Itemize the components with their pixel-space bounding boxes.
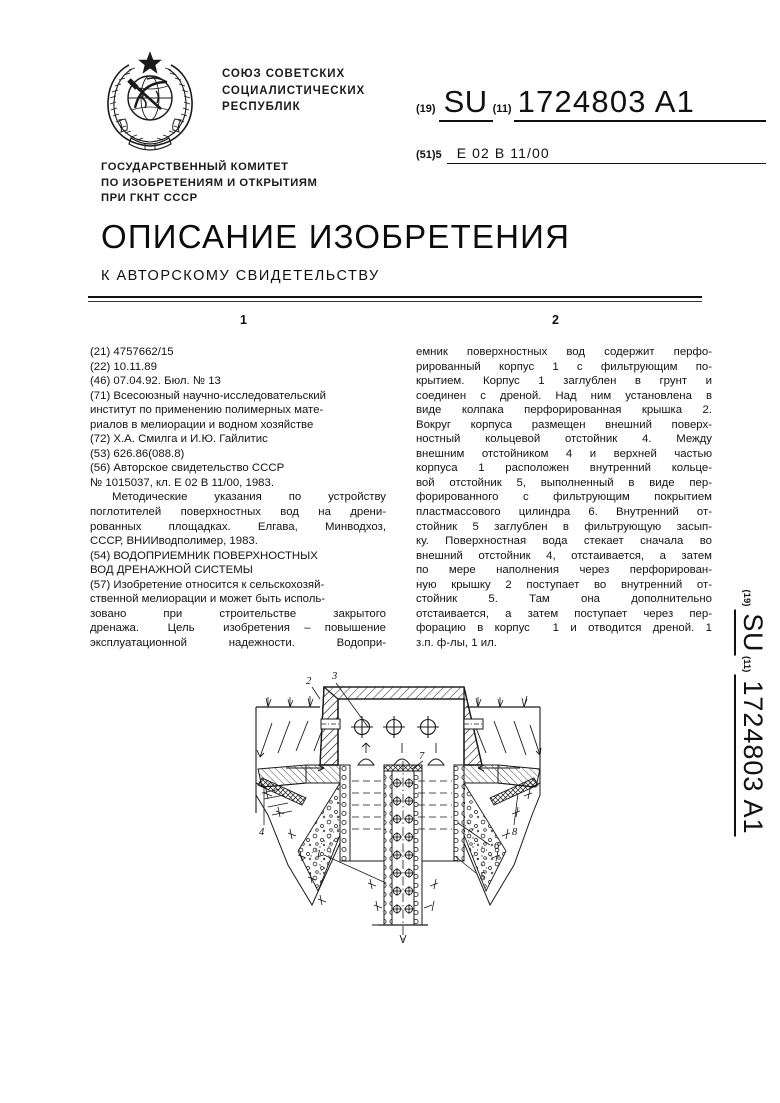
reference-methodical-line-1: Методические указания по устройству — [112, 491, 386, 504]
side-inid-code-11: (11) — [741, 655, 752, 673]
field-72-inventors: (72) Х.А. Смилга и И.Ю. Гайлитис — [90, 433, 268, 446]
abstract-line: Вокруг корпуса размещен внешний поверх- — [416, 418, 712, 431]
figure-callout-7: 7 — [419, 751, 425, 762]
field-57-abstract-line-1: (57) Изобретение относится к сельскохозяй- — [90, 578, 325, 591]
abstract-line: ку. Поверхностная вода стекает сначала во — [416, 535, 712, 548]
abstract-line: ностный кольцевой отстойник 4. Между — [416, 433, 712, 446]
patent-identifier-row — [416, 85, 766, 125]
reference-methodical-line-2: поглотителей поверхностных вод на дрени- — [90, 506, 386, 519]
field-56-references-line-1: (56) Авторское свидетельство СССР — [90, 462, 285, 475]
abstract-line: з.п. ф-лы, 1 ил. — [416, 636, 497, 649]
figure-callout-6: 6 — [494, 841, 500, 852]
field-53-udc: (53) 626.86(088.8) — [90, 447, 185, 460]
inid-code-11: (11) — [492, 103, 512, 115]
divider-top-thick — [88, 296, 702, 298]
inid-code-19: (19) — [416, 103, 436, 115]
abstract-column-right — [416, 345, 712, 650]
field-21-application-number: (21) 4757662/15 — [90, 346, 174, 358]
committee-name-block — [101, 160, 317, 207]
field-22-filing-date: (22) 10.11.89 — [90, 360, 157, 373]
field-57-abstract-line-5: эксплуатационной надежности. Водопри- — [90, 636, 386, 649]
inid-code-51: (51)5 — [416, 149, 442, 161]
field-57-abstract-line-3: зовано при строительстве закрытого — [90, 607, 386, 620]
soviet-coat-of-arms-emblem — [101, 46, 199, 154]
abstract-line: внешний отстойник 4, отстаивается, а затем — [416, 549, 712, 562]
committee-line-1: ГОСУДАРСТВЕННЫЙ КОМИТЕТ — [101, 161, 289, 173]
abstract-line: форированного с фильтрующим покрытием — [416, 491, 712, 504]
page-subtitle: К АВТОРСКОМУ СВИДЕТЕЛЬСТВУ — [101, 268, 380, 284]
country-line-1: СОЮЗ СОВЕТСКИХ — [222, 68, 346, 80]
side-inid-code-19: (19) — [741, 589, 752, 607]
abstract-line: форацию в корпус 1 и отводится дреной. 1 — [416, 622, 712, 635]
field-71-applicant-line-1: (71) Всесоюзный научно-исследовательский — [90, 389, 327, 402]
abstract-line: отстаивается, а затем поступает через пер- — [416, 607, 712, 620]
technical-drawing-figure — [228, 665, 558, 965]
document-header — [0, 0, 780, 300]
field-57-abstract-line-4: дренажа. Цель изобретения – повышение — [90, 622, 386, 635]
field-57-abstract-line-2: ственной мелиорации и может быть исполь- — [90, 593, 326, 606]
field-54-title-line-1: (54) ВОДОПРИЕМНИК ПОВЕРХНОСТНЫХ — [90, 549, 318, 562]
country-line-2: СОЦИАЛИСТИЧЕСКИХ — [222, 84, 366, 97]
field-71-applicant-line-3: риалов в мелиорации и водном хозяйстве — [90, 418, 314, 431]
committee-line-3: ПРИ ГКНТ СССР — [101, 192, 198, 204]
abstract-line: корпуса 1 расположен внутренний кольце- — [416, 462, 712, 475]
abstract-line: ную крышку 2 поступает во внутренний от- — [416, 578, 712, 591]
figure-callout-3: 3 — [332, 671, 338, 682]
figure-callout-8: 8 — [512, 827, 518, 838]
bibliographic-column-left — [90, 345, 386, 650]
reference-methodical-line-4: СССР, ВНИИводполимер, 1983. — [90, 535, 258, 548]
ipc-class-value: E 02 B 11/00 — [447, 145, 766, 164]
committee-line-2: ПО ИЗОБРЕТЕНИЯМ И ОТКРЫТИЯМ — [101, 176, 318, 189]
figure-callout-2: 2 — [306, 676, 312, 687]
ipc-classification-row — [416, 145, 766, 164]
column-number-left: 1 — [240, 313, 247, 327]
abstract-line: стойник 5 заглублен в фильтрующую засып- — [416, 520, 712, 533]
figure-callout-1: 1 — [316, 849, 322, 860]
country-code-su: SU — [439, 85, 493, 122]
field-46-publication-date: (46) 07.04.92. Бюл. № 13 — [90, 375, 221, 388]
abstract-line: рированный корпус 1 с фильтрующим по- — [416, 360, 712, 373]
abstract-line: соединен с дреной. Над ним установлена в — [416, 389, 712, 402]
field-56-references-line-2: № 1015037, кл. Е 02 В 11/00, 1983. — [90, 476, 274, 489]
figure-callout-5: 5 — [480, 871, 486, 882]
field-54-title-line-2: ВОД ДРЕНАЖНОЙ СИСТЕМЫ — [90, 564, 253, 577]
abstract-line: внешним отстойником 4 и верхней частью — [416, 447, 712, 460]
abstract-line: по мере наполнения через перфорирован- — [416, 564, 712, 577]
divider-top-thin — [88, 301, 702, 302]
abstract-line: емник поверхностных вод содержит перфо- — [416, 346, 712, 358]
abstract-line: вой отстойник 5, выполненный в виде пер- — [416, 476, 712, 489]
abstract-line: пластмассового цилиндра 6. Внутренний от- — [416, 506, 712, 519]
country-name-block — [222, 66, 365, 116]
page-title: ОПИСАНИЕ ИЗОБРЕТЕНИЯ — [101, 218, 571, 255]
reference-methodical-line-3: рованных площадках. Елгава, Минводхоз, — [90, 520, 386, 533]
figure-callout-4: 4 — [259, 827, 265, 838]
column-number-right: 2 — [552, 313, 559, 327]
side-country-code-su: SU — [734, 609, 768, 656]
field-71-applicant-line-2: институт по применению полимерных мате- — [90, 404, 324, 417]
side-margin-patent-identifier — [728, 548, 774, 878]
country-line-3: РЕСПУБЛИК — [222, 101, 301, 113]
patent-number: 1724803 A1 — [514, 85, 766, 122]
abstract-line: стойник 5. Там она дополнительно — [416, 593, 712, 606]
abstract-line: крытием. Корпус 1 заглублен в грунт и — [416, 375, 712, 388]
side-patent-number: 1724803 A1 — [734, 674, 768, 836]
abstract-line: виде колпака перфорированная крышка 2. — [416, 404, 712, 417]
